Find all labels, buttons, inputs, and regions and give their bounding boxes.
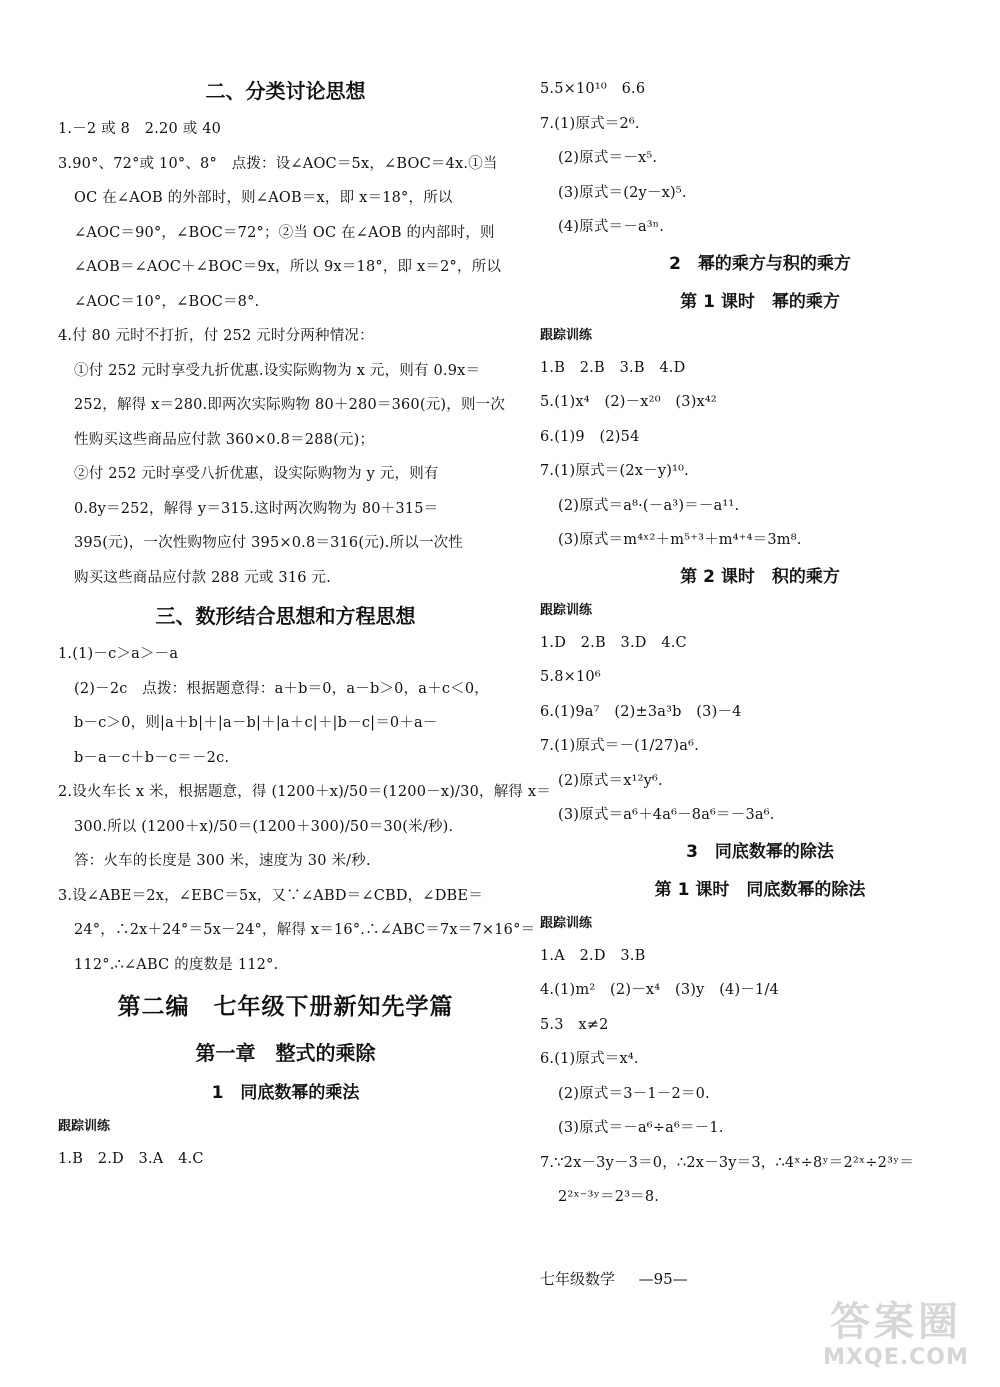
answer-line: (3)原式＝m⁴ˣ²＋m⁵⁺³＋m⁴⁺⁴＝3m⁸. [558, 532, 802, 548]
answer-line: 5.(1)x⁴ (2)－x²⁰ (3)x⁴² [540, 394, 717, 410]
watermark-logo [806, 1299, 986, 1379]
answer-line: 6.(1)9 (2)54 [540, 428, 640, 445]
answer-line: ②付 252 元时享受八折优惠，设实际购物为 y 元，则有 [74, 466, 439, 482]
answer-line: ∠AOC＝90°，∠BOC＝72°；②当 OC 在∠AOB 的内部时，则 [74, 224, 495, 241]
answer-line: 3.设∠ABE＝2x，∠EBC＝5x，又∵∠ABD＝∠CBD，∠DBE＝ [58, 887, 483, 904]
practice-label: 跟踪训练 [540, 602, 593, 618]
chapter-heading: 第一章 整式的乘除 [195, 1041, 376, 1065]
answer-line: (2)－2c 点拨：根据题意得：a＋b＝0，a－b＞0，a＋c＜0， [74, 680, 489, 697]
answer-line: 5.3 x≠2 [540, 1016, 609, 1033]
answer-line: 300.所以 (1200＋x)/50＝(1200＋300)/50＝30(米/秒). [74, 818, 454, 835]
answer-line: 2²ˣ⁻³ʸ＝2³＝8. [558, 1189, 660, 1205]
answer-line: b－c＞0，则|a＋b|＋|a－b|＋|a＋c|＋|b－c|＝0＋a－ [74, 715, 438, 731]
practice-label: 跟踪训练 [540, 915, 593, 931]
answer-line: ∠AOB＝∠AOC＋∠BOC＝9x，所以 9x＝18°，即 x＝2°，所以 [74, 259, 502, 275]
answer-line: (2)原式＝x¹²y⁶. [558, 772, 663, 789]
answer-line: 112°.∴∠ABC 的度数是 112°. [74, 956, 279, 973]
answer-line: 252，解得 x＝280.即两次实际购物 80＋280＝360(元)，则一次 [74, 397, 506, 413]
answer-line: 性购买这些商品应付款 360×0.8＝288(元)； [74, 431, 375, 448]
answer-line: 4.付 80 元时不打折，付 252 元时分两种情况： [58, 328, 374, 344]
answer-line: OC 在∠AOB 的外部时，则∠AOB＝x，即 x＝18°，所以 [74, 190, 453, 206]
answer-line: (3)原式＝a⁶＋4a⁶－8a⁶＝－3a⁶. [558, 807, 775, 823]
answer-line: 3.90°、72°或 10°、8° 点拨：设∠AOC＝5x，∠BOC＝4x.①当 [58, 155, 498, 172]
answer-line: (4)原式＝－a³ⁿ. [558, 219, 665, 235]
answer-line: 4.(1)m² (2)－x⁴ (3)y (4)－1/4 [540, 982, 779, 998]
answer-line: (2)原式＝a⁸·(－a³)＝－a¹¹. [558, 497, 740, 514]
answer-line: 6.(1)9a⁷ (2)±3a³b (3)－4 [540, 703, 742, 720]
answer-line: (2)原式＝－x⁵. [558, 150, 658, 166]
answer-line: 1.D 2.B 3.D 4.C [540, 634, 687, 651]
footer-subject: 七年级数学 [540, 1270, 616, 1288]
answer-line: (3)原式＝(2y－x)⁵. [558, 184, 687, 201]
answer-line: 7.(1)原式＝2⁶. [540, 115, 640, 132]
answer-line: (2)原式＝3－1－2＝0. [558, 1085, 710, 1102]
answer-line: 0.8y＝252，解得 y＝315.这时两次购物为 80＋315＝ [74, 500, 439, 517]
period-heading: 第 1 课时 同底数幂的除法 [654, 879, 866, 900]
answer-line: 购买这些商品应付款 288 元或 316 元. [74, 569, 331, 586]
answer-line: 7.(1)原式＝－(1/27)a⁶. [540, 738, 699, 754]
left-column [58, 70, 551, 1177]
practice-label: 跟踪训练 [540, 327, 593, 343]
answer-line: 6.(1)原式＝x⁴. [540, 1051, 639, 1067]
answer-line: 395(元)，一次性购物应付 395×0.8＝316(元).所以一次性 [74, 535, 464, 551]
answer-line: 7.∵2x－3y－3＝0，∴2x－3y＝3，∴4ˣ÷8ʸ＝2²ˣ÷2³ʸ＝ [540, 1154, 915, 1171]
answer-line: ∠AOC＝10°，∠BOC＝8°. [74, 293, 260, 310]
page-number: —95— [638, 1270, 688, 1288]
answer-line: b－a－c＋b－c＝－2c. [74, 749, 230, 766]
practice-label: 跟踪训练 [58, 1119, 111, 1134]
section-heading-classification: 二、分类讨论思想 [205, 79, 366, 103]
right-column [540, 72, 980, 1215]
lesson-heading: 2 幂的乘方与积的乘方 [669, 253, 851, 274]
answer-line: 24°，∴2x＋24°＝5x－24°，解得 x＝16°.∴∠ABC＝7x＝7×16°＝ [74, 922, 536, 938]
part-heading: 第二编 七年级下册新知先学篇 [117, 994, 454, 1020]
answer-line: 5.5×10¹⁰ 6.6 [540, 81, 646, 97]
answer-line: ①付 252 元时享受九折优惠.设实际购物为 x 元，则有 0.9x＝ [74, 362, 481, 379]
section-heading-shape-number: 三、数形结合思想和方程思想 [155, 604, 416, 628]
answer-line: 1.B 2.B 3.B 4.D [540, 359, 686, 376]
period-heading: 第 1 课时 幂的乘方 [680, 291, 840, 312]
period-heading: 第 2 课时 积的乘方 [680, 566, 840, 587]
answer-line: 1.A 2.D 3.B [540, 947, 646, 964]
lesson-heading: 3 同底数幂的除法 [686, 841, 834, 862]
answer-line: 1.(1)－c＞a＞－a [58, 646, 179, 662]
watermark-url: MXQE.COM [823, 1345, 969, 1370]
page-footer [540, 1268, 688, 1289]
answer-line: 2.设火车长 x 米，根据题意，得 (1200＋x)/50＝(1200－x)/30，解得 x＝ [58, 784, 551, 800]
answer-line: (3)原式＝－a⁶÷a⁶＝－1. [558, 1120, 724, 1136]
answer-line: 5.8×10⁶ [540, 669, 601, 685]
answer-line: 答：火车的长度是 300 米，速度为 30 米/秒. [74, 853, 371, 869]
watermark-title: 答案圈 [830, 1299, 962, 1345]
answer-line: 7.(1)原式＝(2x－y)¹⁰. [540, 463, 689, 479]
lesson-heading: 1 同底数幂的乘法 [211, 1083, 360, 1103]
answer-line: 1.－2 或 8 2.20 或 40 [58, 121, 222, 137]
answer-line: 1.B 2.D 3.A 4.C [58, 1151, 204, 1167]
